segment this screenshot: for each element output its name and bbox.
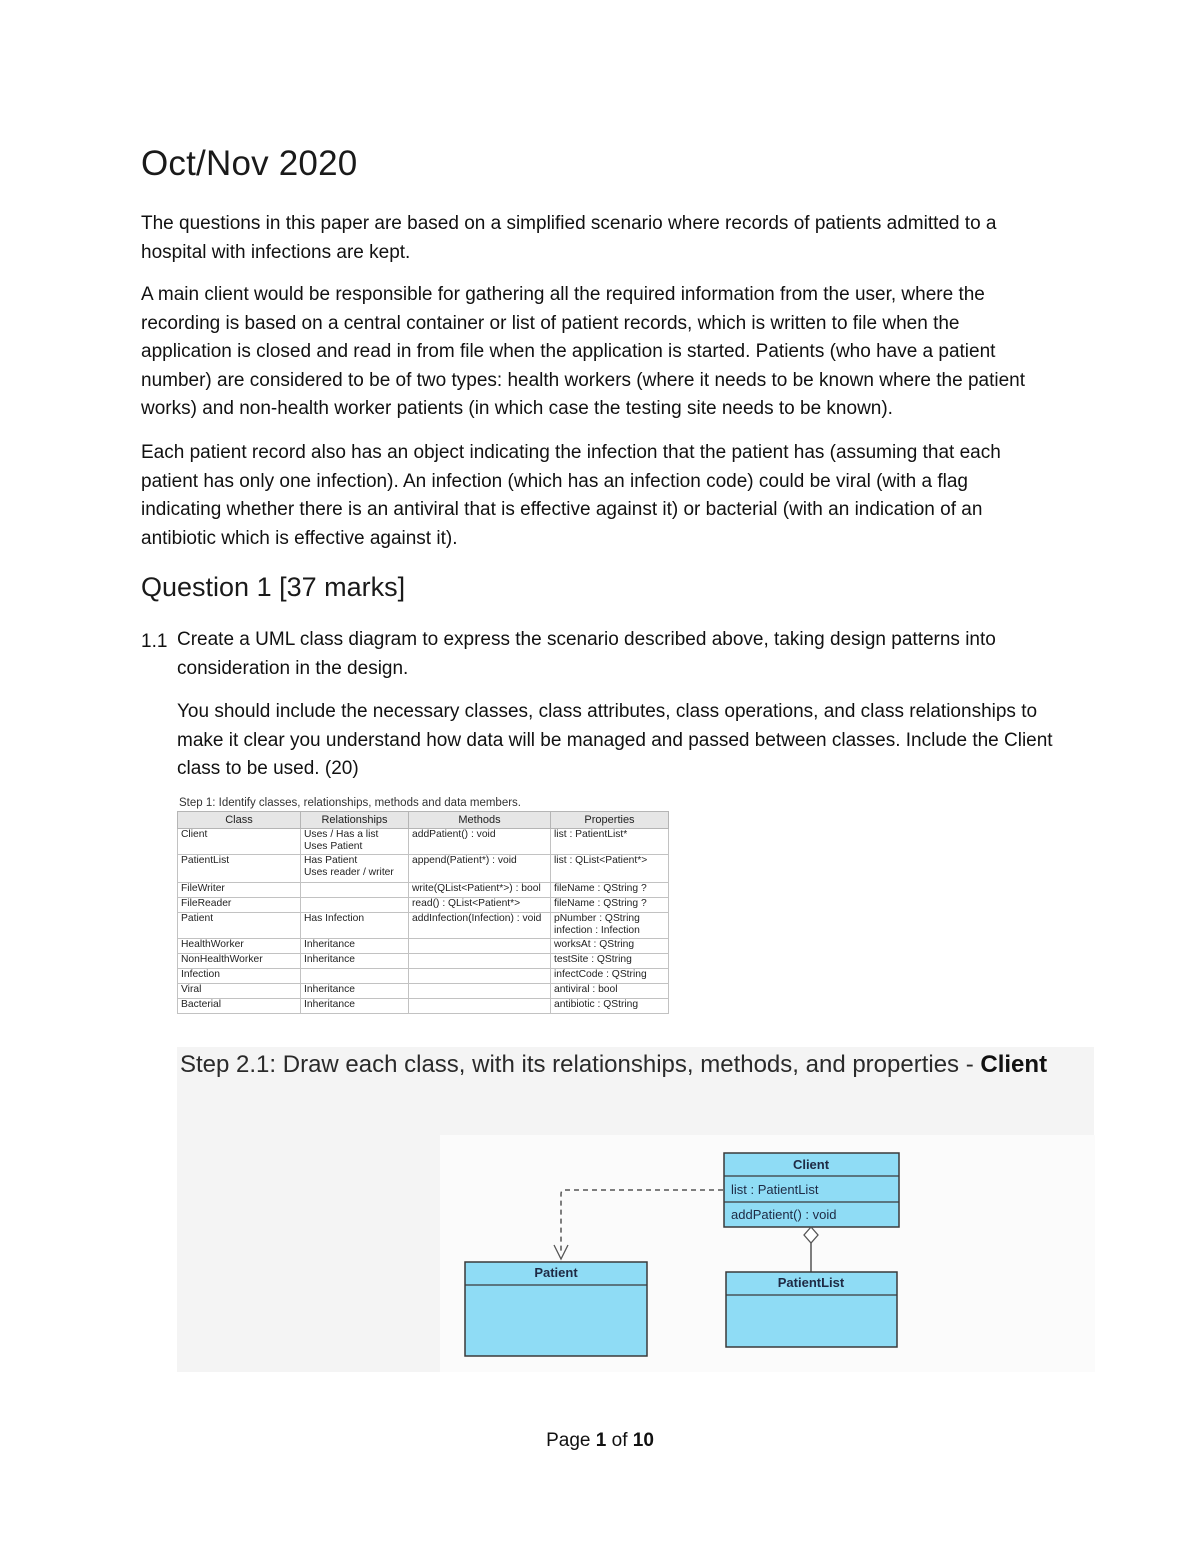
table-row: [178, 969, 669, 984]
client-paragraph: A main client would be responsible for gathering all the required information from the user, where the recording is based on a central container or list of patient records, which is written to file when the application is closed and read in from file when the application is started. Patients (who have a patient number) are considered to be of two types: health workers (where it needs to be known where the patient works) and non-health worker patients (in which case the testing site needs to be known).: [141, 284, 1025, 420]
cell-relationships: [301, 883, 409, 898]
table-header-row: [178, 812, 669, 829]
page-total: 10: [632, 1430, 654, 1451]
client-class-name: Client: [792, 1157, 830, 1172]
header-methods: Methods: [409, 812, 551, 829]
cell-methods: [409, 999, 551, 1014]
cell-class: Viral: [178, 984, 301, 999]
patient-class-name: Patient: [534, 1265, 578, 1280]
item-text: Create a UML class diagram to express the scenario described above, taking design patterns into consideration in the design.: [177, 629, 996, 679]
table-row: [178, 898, 669, 913]
classes-table: [177, 811, 669, 1014]
cell-class: Patient: [178, 913, 301, 939]
cell-methods: read() : QList<Patient*>: [409, 898, 551, 913]
page-current: 1: [595, 1430, 607, 1451]
page-title: Oct/Nov 2020: [141, 144, 358, 183]
uml-diagram-svg: [440, 1135, 1095, 1372]
table-row: [178, 829, 669, 855]
aggregation-diamond-icon: [804, 1227, 818, 1243]
cell-relationships: Uses / Has a list Uses Patient: [301, 829, 409, 855]
cell-properties: fileName : QString ?: [551, 883, 669, 898]
cell-methods: append(Patient*) : void: [409, 855, 551, 883]
patient-class-box: [465, 1262, 647, 1356]
table-row: [178, 954, 669, 969]
cell-class: Infection: [178, 969, 301, 984]
dependency-line: [561, 1190, 723, 1253]
intro-paragraph: The questions in this paper are based on a simplified scenario where records of patients admitted to a hospital with infections are kept.: [141, 213, 997, 263]
step1-title: Step 1: Identify classes, relationships, methods and data members.: [179, 797, 521, 809]
cell-properties: antibiotic : QString: [551, 999, 669, 1014]
cell-properties: list : PatientList*: [551, 829, 669, 855]
client-class-box: [724, 1153, 899, 1227]
cell-relationships: Has Patient Uses reader / writer: [301, 855, 409, 883]
cell-properties: pNumber : QString infection : Infection: [551, 913, 669, 939]
item-number: 1.1: [141, 631, 168, 652]
cell-properties: worksAt : QString: [551, 939, 669, 954]
table-row: [178, 999, 669, 1014]
header-relationships: Relationships: [301, 812, 409, 829]
table-row: [178, 855, 669, 883]
cell-properties: testSite : QString: [551, 954, 669, 969]
table-row: [178, 883, 669, 898]
cell-methods: [409, 969, 551, 984]
step2-figure: [177, 1047, 1094, 1372]
step2-title-class: Client: [980, 1051, 1048, 1078]
patientlist-class-box: [726, 1272, 897, 1347]
cell-class: FileWriter: [178, 883, 301, 898]
cell-properties: antiviral : bool: [551, 984, 669, 999]
cell-relationships: Has Infection: [301, 913, 409, 939]
cell-methods: addInfection(Infection) : void: [409, 913, 551, 939]
infection-paragraph: Each patient record also has an object indicating the infection that the patient has (assuming that each patient has only one infection). An infection (which has an infection code) could be viral (with a flag indicating whether there is an antiviral that is effective against it) or bacterial (with an indication of an antibiotic which is effective against it).: [141, 442, 1001, 549]
cell-properties: fileName : QString ?: [551, 898, 669, 913]
cell-class: Bacterial: [178, 999, 301, 1014]
cell-relationships: [301, 898, 409, 913]
cell-class: PatientList: [178, 855, 301, 883]
step1-table-figure: [177, 797, 668, 1031]
cell-class: HealthWorker: [178, 939, 301, 954]
uml-diagram: [440, 1135, 1095, 1372]
cell-methods: addPatient() : void: [409, 829, 551, 855]
page-footer: Page 1 of 10: [546, 1430, 654, 1451]
cell-relationships: [301, 969, 409, 984]
cell-relationships: Inheritance: [301, 999, 409, 1014]
header-class: Class: [178, 812, 301, 829]
cell-properties: list : QList<Patient*>: [551, 855, 669, 883]
item-instructions: You should include the necessary classes, class attributes, class operations, and class relationships to make it clear you understand how data will be managed and passed between classes. Include the Client class to be used. (20): [177, 701, 1053, 780]
table-row: [178, 939, 669, 954]
cell-methods: write(QList<Patient*>) : bool: [409, 883, 551, 898]
step2-title: Step 2.1: Draw each class, with its relationships, methods, and properties - Client: [180, 1051, 1048, 1078]
cell-class: Client: [178, 829, 301, 855]
cell-class: FileReader: [178, 898, 301, 913]
header-properties: Properties: [551, 812, 669, 829]
table-row: [178, 913, 669, 939]
cell-relationships: Inheritance: [301, 939, 409, 954]
cell-relationships: Inheritance: [301, 984, 409, 999]
question-heading: Question 1 [37 marks]: [141, 572, 406, 602]
cell-properties: infectCode : QString: [551, 969, 669, 984]
cell-methods: [409, 954, 551, 969]
cell-methods: [409, 984, 551, 999]
patientlist-class-name: PatientList: [777, 1275, 845, 1290]
client-attribute: list : PatientList: [731, 1182, 819, 1197]
table-row: [178, 984, 669, 999]
cell-methods: [409, 939, 551, 954]
cell-relationships: Inheritance: [301, 954, 409, 969]
cell-class: NonHealthWorker: [178, 954, 301, 969]
client-operation: addPatient() : void: [731, 1207, 837, 1222]
